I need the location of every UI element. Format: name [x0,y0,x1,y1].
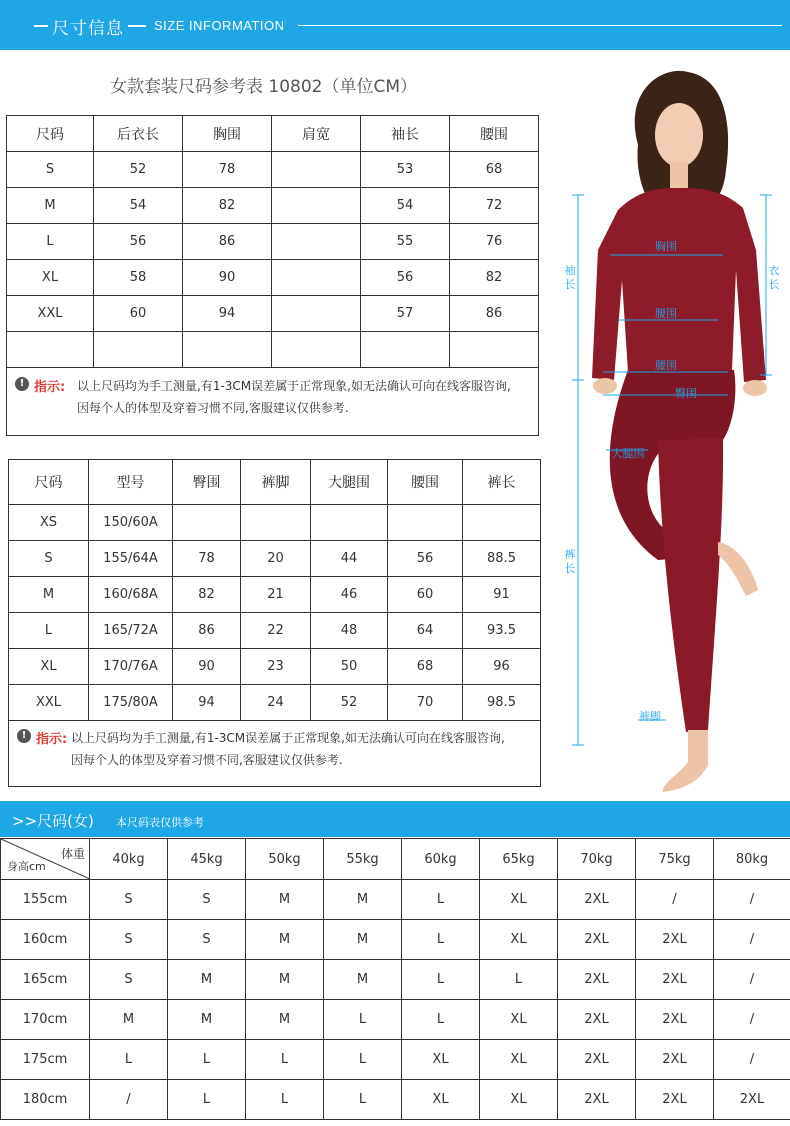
table-cell: 93.5 [463,613,541,649]
size-chart-title: >>尺码(女) [12,812,94,830]
table-row [1,960,790,1000]
header-cell: 大腿围 [311,460,388,505]
size-cell: 2XL [636,920,714,960]
size-cell: L [246,1040,324,1080]
table-cell: L [7,224,94,260]
header-cell: 尺码 [9,460,89,505]
header-dash-left [34,25,48,27]
table-cell [183,332,272,368]
exclamation-icon: ! [17,729,31,743]
size-cell: XL [480,920,558,960]
thigh-label: 大腿围 [611,447,645,460]
table-cell [173,505,241,541]
size-cell: S [90,960,168,1000]
table-cell: 21 [241,577,311,613]
table-cell: 56 [388,541,463,577]
size-cell: XL [480,1000,558,1040]
weight-header-cell: 70kg [558,839,636,880]
table-cell: 48 [311,613,388,649]
size-cell: XL [402,1080,480,1120]
size-cell: / [714,920,790,960]
table-row [7,188,539,224]
size-cell: 2XL [558,960,636,1000]
header-title-cn: 尺寸信息 [52,19,124,39]
height-cell: 160cm [1,920,90,960]
table-cell [388,505,463,541]
table-cell: 58 [94,260,183,296]
header-cell: 袖长 [361,116,450,152]
header-title-en: SIZE INFORMATION [154,18,285,33]
size-cell: 2XL [636,1080,714,1120]
top-size-table [6,115,539,368]
size-cell: / [90,1080,168,1120]
size-cell: 2XL [558,1040,636,1080]
table-cell: 52 [311,685,388,721]
table-row [7,332,539,368]
header-band [0,0,790,50]
table-cell: 86 [183,224,272,260]
table-cell: 54 [94,188,183,224]
size-cell: L [168,1040,246,1080]
table-cell: 94 [173,685,241,721]
size-cell: 2XL [636,1040,714,1080]
weight-header-cell: 45kg [168,839,246,880]
table-cell [463,505,541,541]
table-cell: 90 [183,260,272,296]
weight-header-cell: 80kg [714,839,790,880]
table-cell: XL [7,260,94,296]
table-header-row [9,460,541,505]
top-table-caption: 女款套装尺码参考表 10802（单位CM） [110,77,418,97]
size-cell: M [324,880,402,920]
size-cell: 2XL [558,1080,636,1120]
table-cell: 57 [361,296,450,332]
size-cell: S [168,920,246,960]
height-weight-table [0,838,790,1120]
table-row [7,224,539,260]
header-cell: 腰围 [388,460,463,505]
table-row [9,613,541,649]
table-cell: 82 [183,188,272,224]
hem-label: 裤脚 [639,710,661,723]
table-cell: 68 [450,152,539,188]
table-cell: 91 [463,577,541,613]
note-line2: 因每个人的体型及穿着习惯不同,客服建议仅供参考. [71,753,343,767]
size-cell: 2XL [714,1080,790,1120]
table-cell: M [7,188,94,224]
table-cell: 82 [450,260,539,296]
table-cell: 60 [388,577,463,613]
size-cell: M [246,880,324,920]
table-cell: 170/76A [89,649,173,685]
weight-corner-label: 体重 [60,847,85,861]
header-cell: 胸围 [183,116,272,152]
table-cell: 160/68A [89,577,173,613]
size-cell: / [714,960,790,1000]
table-cell [272,152,361,188]
height-corner-label: 身高cm [7,860,46,873]
size-cell: M [324,920,402,960]
table-cell: S [7,152,94,188]
size-chart-band [0,801,790,837]
header-cell: 腰围 [450,116,539,152]
table-cell: 78 [183,152,272,188]
table-row [7,296,539,332]
table-cell: XS [9,505,89,541]
size-cell: L [246,1080,324,1120]
table-cell: 52 [94,152,183,188]
note-line1: 以上尺码均为手工测量,有1-3CM误差属于正常现象,如无法确认可向在线客服咨询, [77,379,511,393]
weight-header-cell: 55kg [324,839,402,880]
size-cell: L [402,920,480,960]
table-cell: 53 [361,152,450,188]
table-cell: M [9,577,89,613]
table-cell: 22 [241,613,311,649]
size-cell: L [324,1000,402,1040]
table-cell: 90 [173,649,241,685]
table-cell: 150/60A [89,505,173,541]
table-cell: 50 [311,649,388,685]
table-cell [450,332,539,368]
table-cell: 46 [311,577,388,613]
table-cell [272,260,361,296]
table-cell: 56 [361,260,450,296]
size-cell: XL [402,1040,480,1080]
header-cell: 裤脚 [241,460,311,505]
table-cell: 98.5 [463,685,541,721]
chest-label: 胸围 [655,240,677,253]
table-cell: 82 [173,577,241,613]
size-cell: S [90,880,168,920]
table-header-row [7,116,539,152]
table-row [7,152,539,188]
table-row [1,920,790,960]
table-cell: 88.5 [463,541,541,577]
table-row [1,1000,790,1040]
size-cell: M [168,960,246,1000]
size-cell: L [168,1080,246,1120]
table-cell: 70 [388,685,463,721]
table-cell: 56 [94,224,183,260]
table-header-row [1,839,790,880]
size-cell: 2XL [558,920,636,960]
size-cell: L [402,960,480,1000]
model-figure [548,50,790,800]
table-cell: 20 [241,541,311,577]
header-cell: 裤长 [463,460,541,505]
size-cell: L [480,960,558,1000]
table-row [1,1040,790,1080]
size-cell: L [402,1000,480,1040]
table-row [9,541,541,577]
table-cell [272,296,361,332]
table-cell: 64 [388,613,463,649]
table-cell: S [9,541,89,577]
weight-header-cell: 60kg [402,839,480,880]
size-chart-note: 本尺码表仅供参考 [116,816,204,829]
note-line2: 因每个人的体型及穿着习惯不同,客服建议仅供参考. [77,401,349,415]
table-cell: 155/64A [89,541,173,577]
table-cell [272,188,361,224]
table-cell: XXL [7,296,94,332]
table-row [1,880,790,920]
size-cell: L [402,880,480,920]
table-cell: 86 [173,613,241,649]
table-cell: 165/72A [89,613,173,649]
size-cell: S [90,920,168,960]
size-cell: / [714,880,790,920]
table-cell: 72 [450,188,539,224]
table-cell: 94 [183,296,272,332]
size-cell: 2XL [636,1000,714,1040]
header-cell: 型号 [89,460,173,505]
size-cell: L [90,1040,168,1080]
pants-length-label: 裤长 [564,548,576,575]
size-cell: 2XL [558,880,636,920]
table-cell: XXL [9,685,89,721]
table-cell: 60 [94,296,183,332]
weight-header-cell: 40kg [90,839,168,880]
table-cell [311,505,388,541]
hip-label: 臀围 [675,387,697,400]
size-cell: S [168,880,246,920]
pants-size-table [8,459,541,721]
table-cell [241,505,311,541]
corner-cell [1,839,90,880]
model-illustration [592,71,767,792]
table-cell: 68 [388,649,463,685]
size-cell: / [714,1000,790,1040]
table-cell [361,332,450,368]
size-cell: M [246,1000,324,1040]
weight-header-cell: 65kg [480,839,558,880]
header-dash-middle [128,25,146,27]
size-cell: / [636,880,714,920]
waist-top-label: 腰围 [655,307,677,320]
table-row [9,649,541,685]
table-cell: 175/80A [89,685,173,721]
table-row [1,1080,790,1120]
table-cell: 78 [173,541,241,577]
weight-header-cell: 50kg [246,839,324,880]
size-cell: L [324,1080,402,1120]
table-cell [272,224,361,260]
header-rule [298,25,782,26]
height-cell: 170cm [1,1000,90,1040]
height-cell: 180cm [1,1080,90,1120]
table-cell: 23 [241,649,311,685]
exclamation-icon: ! [15,377,29,391]
body-length-label: 衣长 [768,264,780,291]
header-cell: 臀围 [173,460,241,505]
table-cell: 44 [311,541,388,577]
note-line1: 以上尺码均为手工测量,有1-3CM误差属于正常现象,如无法确认可向在线客服咨询, [71,731,505,745]
table-cell: 76 [450,224,539,260]
note-label: 指示: [34,380,66,395]
height-cell: 175cm [1,1040,90,1080]
size-cell: M [246,960,324,1000]
waist-label: 腰围 [655,359,677,372]
size-cell: 2XL [636,960,714,1000]
size-cell: / [714,1040,790,1080]
size-cell: M [246,920,324,960]
table-cell [272,332,361,368]
weight-header-cell: 75kg [636,839,714,880]
size-cell: M [90,1000,168,1040]
table-cell: L [9,613,89,649]
table-cell [94,332,183,368]
table-row [9,505,541,541]
header-cell: 肩宽 [272,116,361,152]
table-cell: XL [9,649,89,685]
table-row [7,260,539,296]
size-cell: M [324,960,402,1000]
header-cell: 尺码 [7,116,94,152]
size-cell: 2XL [558,1000,636,1040]
sleeve-length-label: 袖长 [564,264,576,291]
size-cell: M [168,1000,246,1040]
table-cell: 86 [450,296,539,332]
size-cell: XL [480,1040,558,1080]
height-cell: 155cm [1,880,90,920]
note-label: 指示: [36,732,68,747]
table-cell [7,332,94,368]
table-cell: 96 [463,649,541,685]
size-cell: L [324,1040,402,1080]
table-cell: 55 [361,224,450,260]
top-note [6,367,539,436]
size-cell: XL [480,1080,558,1120]
table-cell: 54 [361,188,450,224]
table-cell: 24 [241,685,311,721]
table-row [9,577,541,613]
height-cell: 165cm [1,960,90,1000]
table-row [9,685,541,721]
pants-note [8,719,541,787]
header-cell: 后衣长 [94,116,183,152]
size-cell: XL [480,880,558,920]
